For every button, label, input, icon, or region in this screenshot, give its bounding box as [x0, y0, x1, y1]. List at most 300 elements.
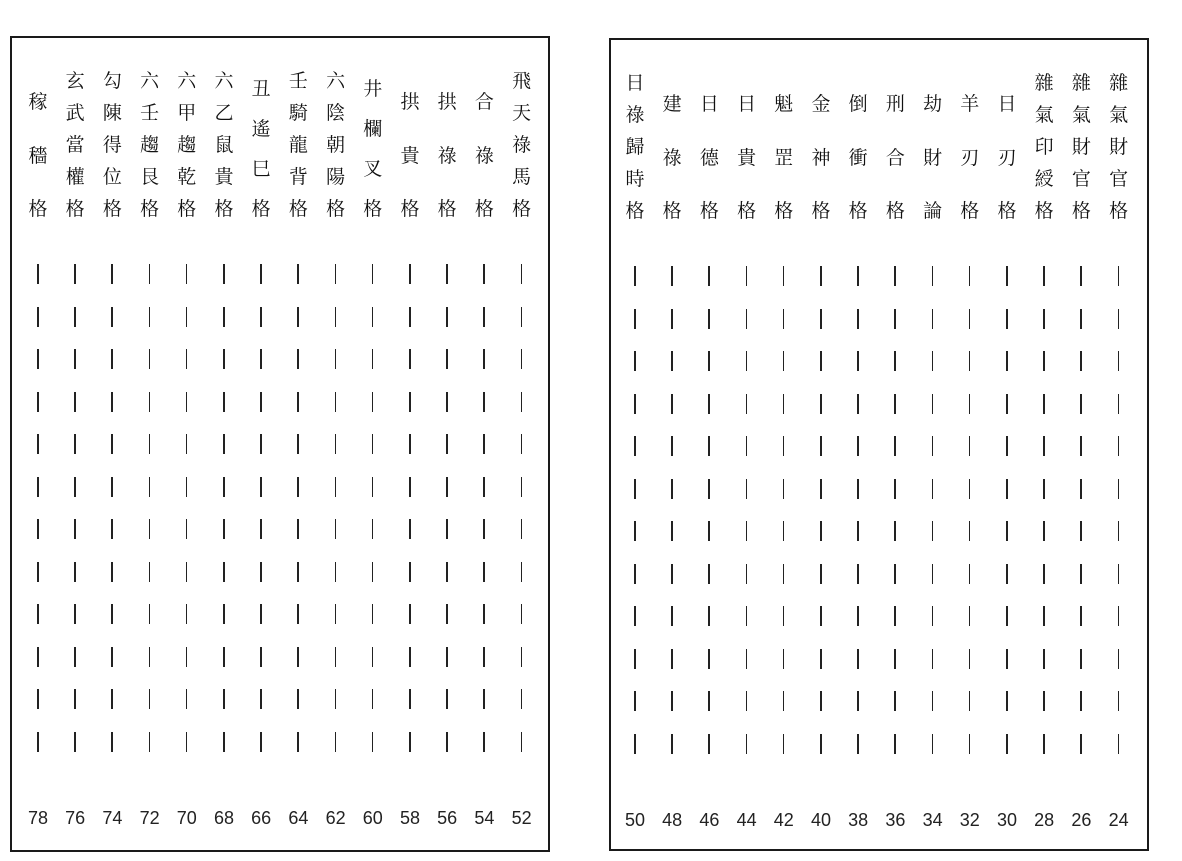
tick-mark	[1043, 436, 1045, 456]
page-number: 52	[511, 808, 532, 828]
tick-mark	[634, 691, 636, 711]
tick-mark	[335, 562, 337, 582]
tick-mark	[372, 647, 374, 667]
tick-mark	[297, 732, 299, 752]
tick-mark	[857, 436, 859, 456]
pattern-name-char: 飛	[512, 70, 532, 92]
tick-mark	[37, 732, 39, 752]
tick-mark	[260, 647, 262, 667]
tick-mark	[746, 309, 748, 329]
pattern-name-char: 雜	[1034, 72, 1054, 94]
page-number: 72	[139, 808, 160, 828]
tick-mark	[186, 477, 188, 497]
page-number: 50	[624, 810, 646, 830]
tick-mark	[483, 349, 485, 369]
tick-mark	[969, 394, 971, 414]
tick-mark	[783, 394, 785, 414]
tick-mark	[820, 564, 822, 584]
page-number: 30	[996, 810, 1018, 830]
pattern-name-char: 衝	[848, 146, 868, 169]
tick-mark	[1006, 564, 1008, 584]
pattern-name	[429, 60, 465, 220]
tick-mark	[1006, 734, 1008, 754]
tick-mark	[969, 436, 971, 456]
page-number: 64	[288, 808, 309, 828]
tick-mark	[746, 436, 748, 456]
tick-mark	[1118, 436, 1120, 456]
tick-mark	[783, 351, 785, 371]
tick-mark	[783, 734, 785, 754]
pattern-name	[952, 62, 988, 222]
page-number: 46	[699, 810, 720, 830]
tick-mark	[634, 479, 636, 499]
tick-mark	[820, 649, 822, 669]
pattern-name-char: 穡	[28, 144, 48, 167]
tick-mark	[857, 691, 859, 711]
tick-mark	[297, 689, 299, 709]
tick-mark	[297, 349, 299, 369]
pattern-name	[318, 60, 354, 220]
tick-mark	[446, 349, 448, 369]
tick-mark	[297, 562, 299, 582]
tick-mark	[634, 649, 636, 669]
tick-mark	[1006, 351, 1008, 371]
tick-mark	[260, 434, 262, 454]
pattern-suffix: 格	[997, 200, 1017, 222]
tick-mark	[708, 521, 710, 541]
tick-mark	[857, 309, 859, 329]
tick-mark	[74, 647, 76, 667]
tick-mark	[297, 392, 299, 412]
tick-mark	[820, 734, 822, 754]
tick-mark	[932, 266, 934, 286]
pattern-name-char: 祿	[437, 144, 457, 167]
pattern-suffix: 格	[102, 198, 122, 220]
tick-mark	[74, 477, 76, 497]
tick-mark	[1118, 734, 1120, 754]
pattern-suffix: 格	[288, 198, 308, 220]
tick-mark	[297, 264, 299, 284]
tick-mark	[409, 732, 411, 752]
pattern-name	[877, 62, 913, 222]
pattern-name-char: 龍	[288, 134, 308, 156]
tick-mark	[857, 394, 859, 414]
tick-mark	[483, 732, 485, 752]
tick-mark	[1006, 394, 1008, 414]
pattern-name-char: 祿	[662, 146, 682, 169]
tick-mark	[708, 479, 710, 499]
tick-mark	[1080, 436, 1082, 456]
pattern-name	[504, 60, 540, 220]
tick-mark	[820, 436, 822, 456]
pattern-name	[94, 60, 130, 220]
tick-mark	[746, 479, 748, 499]
tick-mark	[223, 689, 225, 709]
pattern-suffix: 格	[625, 200, 645, 222]
tick-mark	[671, 394, 673, 414]
tick-mark	[446, 604, 448, 624]
pattern-name-char: 朝	[326, 134, 346, 156]
tick-mark	[746, 606, 748, 626]
pattern-name	[1026, 62, 1062, 222]
pattern-name	[915, 62, 951, 222]
pattern-suffix: 格	[811, 200, 831, 222]
tick-mark	[894, 479, 896, 499]
tick-mark	[483, 434, 485, 454]
page-number: 62	[325, 808, 346, 828]
pattern-name-char: 雜	[1109, 72, 1129, 94]
tick-mark	[223, 264, 225, 284]
pattern-name-char: 當	[65, 134, 85, 156]
pattern-suffix: 格	[848, 200, 868, 222]
tick-mark	[708, 394, 710, 414]
pattern-name-char: 陰	[326, 102, 346, 124]
pattern-name-char: 羊	[960, 93, 980, 116]
tick-mark	[521, 562, 523, 582]
tick-mark	[372, 732, 374, 752]
tick-mark	[186, 392, 188, 412]
tick-mark	[746, 691, 748, 711]
tick-mark	[260, 477, 262, 497]
tick-mark	[1006, 606, 1008, 626]
tick-mark	[1118, 649, 1120, 669]
tick-mark	[74, 689, 76, 709]
tick-mark	[783, 649, 785, 669]
tick-mark	[521, 604, 523, 624]
tick-mark	[894, 436, 896, 456]
pattern-name-char: 趨	[140, 134, 160, 156]
page-number: 42	[773, 810, 794, 830]
tick-mark	[634, 521, 636, 541]
tick-mark	[111, 434, 113, 454]
pattern-name-char: 日	[699, 93, 719, 116]
tick-mark	[746, 351, 748, 371]
tick-mark	[671, 691, 673, 711]
pattern-suffix: 格	[960, 200, 980, 222]
page-number: 76	[65, 808, 86, 828]
tick-mark	[783, 691, 785, 711]
tick-mark	[746, 394, 748, 414]
tick-mark	[857, 734, 859, 754]
pattern-name-char: 壬	[288, 70, 308, 92]
tick-mark	[521, 307, 523, 327]
pattern-name-char: 得	[102, 134, 122, 156]
tick-mark	[37, 604, 39, 624]
pattern-name-char: 氣	[1034, 104, 1054, 126]
pattern-name-char: 天	[512, 102, 532, 124]
tick-mark	[149, 689, 151, 709]
pattern-name	[206, 60, 242, 220]
tick-mark	[634, 394, 636, 414]
tick-mark	[409, 264, 411, 284]
tick-mark	[186, 604, 188, 624]
tick-mark	[1118, 606, 1120, 626]
pattern-name-char: 騎	[288, 102, 308, 124]
tick-mark	[746, 649, 748, 669]
tick-mark	[483, 477, 485, 497]
tick-mark	[111, 689, 113, 709]
pattern-name-char: 背	[288, 166, 308, 188]
pattern-name-char: 氣	[1071, 104, 1091, 126]
pattern-name-char: 貴	[737, 146, 757, 169]
tick-mark	[111, 477, 113, 497]
tick-mark	[186, 689, 188, 709]
pattern-name-char: 六	[177, 70, 197, 92]
tick-mark	[111, 349, 113, 369]
tick-mark	[857, 606, 859, 626]
tick-mark	[1006, 691, 1008, 711]
tick-mark	[820, 521, 822, 541]
pattern-name-char: 財	[1071, 136, 1091, 158]
page-number: 60	[362, 808, 383, 828]
tick-mark	[1043, 649, 1045, 669]
tick-mark	[446, 307, 448, 327]
pattern-name-char: 刑	[885, 93, 905, 116]
tick-mark	[483, 604, 485, 624]
pattern-name-char: 勾	[102, 70, 122, 92]
tick-mark	[260, 307, 262, 327]
tick-mark	[634, 309, 636, 329]
pattern-name-char: 日	[737, 93, 757, 116]
tick-mark	[894, 691, 896, 711]
tick-mark	[671, 564, 673, 584]
tick-mark	[746, 564, 748, 584]
pattern-suffix: 格	[400, 198, 420, 220]
pattern-name-char: 欄	[363, 118, 383, 140]
tick-mark	[857, 479, 859, 499]
pattern-suffix: 格	[699, 200, 719, 222]
tick-mark	[1080, 649, 1082, 669]
pattern-name-char: 井	[363, 78, 383, 100]
tick-mark	[372, 562, 374, 582]
tick-mark	[969, 649, 971, 669]
pattern-name-char: 合	[474, 91, 494, 114]
tick-mark	[932, 309, 934, 329]
tick-mark	[74, 562, 76, 582]
pattern-name-char: 刃	[960, 146, 980, 169]
pattern-name-char: 建	[662, 93, 682, 116]
tick-mark	[634, 606, 636, 626]
pattern-name-char: 金	[811, 93, 831, 116]
pattern-name-char: 六	[326, 70, 346, 92]
tick-mark	[783, 266, 785, 286]
tick-mark	[260, 349, 262, 369]
pattern-name-char: 趨	[177, 134, 197, 156]
pattern-suffix: 格	[177, 198, 197, 220]
pattern-suffix: 格	[474, 198, 494, 220]
tick-mark	[37, 562, 39, 582]
pattern-name-char: 巳	[251, 158, 271, 180]
tick-mark	[1118, 266, 1120, 286]
pattern-name	[766, 62, 802, 222]
tick-mark	[1118, 521, 1120, 541]
page-number: 58	[399, 808, 421, 828]
tick-mark	[521, 689, 523, 709]
tick-mark	[708, 564, 710, 584]
tick-mark	[932, 691, 934, 711]
pattern-name-char: 馬	[512, 166, 532, 188]
pattern-name-char: 陳	[102, 102, 122, 124]
tick-mark	[74, 434, 76, 454]
tick-mark	[149, 349, 151, 369]
tick-mark	[260, 392, 262, 412]
tick-mark	[111, 264, 113, 284]
tick-mark	[1043, 351, 1045, 371]
tick-mark	[223, 307, 225, 327]
tick-mark	[746, 266, 748, 286]
tick-mark	[1006, 309, 1008, 329]
tick-mark	[223, 732, 225, 752]
pattern-name-char: 罡	[774, 146, 794, 169]
tick-mark	[894, 606, 896, 626]
tick-mark	[74, 604, 76, 624]
tick-mark	[857, 564, 859, 584]
pattern-name-char: 祿	[474, 144, 494, 167]
tick-mark	[483, 562, 485, 582]
pattern-suffix: 格	[326, 198, 346, 220]
pattern-suffix: 格	[65, 198, 85, 220]
tick-mark	[111, 307, 113, 327]
pattern-name	[617, 62, 653, 222]
tick-mark	[372, 264, 374, 284]
tick-mark	[1080, 521, 1082, 541]
pattern-name	[169, 60, 205, 220]
tick-mark	[1118, 309, 1120, 329]
pattern-suffix: 格	[363, 198, 383, 220]
tick-mark	[708, 649, 710, 669]
pattern-name	[243, 60, 279, 220]
tick-mark	[857, 521, 859, 541]
pattern-suffix: 格	[662, 200, 682, 222]
page-number: 54	[474, 808, 495, 828]
tick-mark	[1006, 521, 1008, 541]
tick-mark	[1006, 649, 1008, 669]
pattern-name	[392, 60, 428, 220]
pattern-name-char: 位	[102, 166, 122, 188]
tick-mark	[708, 309, 710, 329]
pattern-name-char: 刃	[997, 146, 1017, 169]
pattern-name-char: 陽	[326, 166, 346, 188]
pattern-name	[729, 62, 765, 222]
tick-mark	[297, 477, 299, 497]
tick-mark	[932, 394, 934, 414]
tick-mark	[297, 434, 299, 454]
page-number: 56	[437, 808, 458, 828]
tick-mark	[969, 266, 971, 286]
tick-mark	[1080, 691, 1082, 711]
tick-mark	[483, 264, 485, 284]
tick-mark	[223, 604, 225, 624]
pattern-name	[654, 62, 690, 222]
tick-mark	[1118, 564, 1120, 584]
tick-mark	[969, 734, 971, 754]
tick-mark	[1043, 521, 1045, 541]
tick-mark	[1043, 734, 1045, 754]
page-number: 36	[885, 810, 906, 830]
tick-mark	[746, 734, 748, 754]
tick-mark	[409, 392, 411, 412]
tick-mark	[37, 519, 39, 539]
pattern-name-char: 叉	[363, 158, 383, 180]
tick-mark	[969, 351, 971, 371]
pattern-name-char: 魁	[774, 93, 794, 116]
pattern-suffix: 格	[214, 198, 234, 220]
tick-mark	[1118, 351, 1120, 371]
pattern-name	[1101, 62, 1137, 222]
tick-mark	[409, 519, 411, 539]
pattern-name	[466, 60, 502, 220]
tick-mark	[1080, 564, 1082, 584]
tick-mark	[223, 519, 225, 539]
tick-mark	[37, 349, 39, 369]
pattern-name-char: 拱	[437, 91, 457, 114]
tick-mark	[1043, 564, 1045, 584]
tick-mark	[671, 606, 673, 626]
tick-mark	[372, 519, 374, 539]
pattern-name-char: 鼠	[214, 134, 234, 156]
tick-mark	[186, 562, 188, 582]
tick-mark	[335, 264, 337, 284]
pattern-name-char: 日	[625, 72, 645, 94]
tick-mark	[446, 689, 448, 709]
tick-mark	[1118, 394, 1120, 414]
tick-mark	[335, 604, 337, 624]
tick-mark	[335, 732, 337, 752]
tick-mark	[111, 604, 113, 624]
pattern-name-char: 時	[625, 168, 645, 190]
page-number: 74	[102, 808, 123, 828]
tick-mark	[335, 647, 337, 667]
tick-mark	[932, 606, 934, 626]
tick-mark	[1043, 691, 1045, 711]
pattern-name-char: 歸	[625, 136, 645, 158]
tick-mark	[186, 349, 188, 369]
tick-mark	[186, 519, 188, 539]
pattern-name-char: 甲	[177, 102, 197, 124]
pattern-name-char: 財	[1109, 136, 1129, 158]
tick-mark	[372, 392, 374, 412]
tick-mark	[820, 351, 822, 371]
tick-mark	[37, 477, 39, 497]
tick-mark	[932, 564, 934, 584]
tick-mark	[932, 479, 934, 499]
tick-mark	[521, 519, 523, 539]
tick-mark	[708, 691, 710, 711]
tick-mark	[335, 434, 337, 454]
tick-mark	[1043, 309, 1045, 329]
tick-mark	[783, 564, 785, 584]
tick-mark	[186, 732, 188, 752]
tick-mark	[1043, 394, 1045, 414]
tick-mark	[223, 477, 225, 497]
tick-mark	[671, 479, 673, 499]
tick-mark	[446, 647, 448, 667]
tick-mark	[335, 392, 337, 412]
pattern-name-char: 遙	[251, 118, 271, 140]
tick-mark	[483, 689, 485, 709]
tick-mark	[671, 521, 673, 541]
tick-mark	[820, 691, 822, 711]
page-number: 44	[736, 810, 757, 830]
pattern-name-char: 財	[923, 146, 943, 169]
tick-mark	[894, 394, 896, 414]
tick-mark	[260, 689, 262, 709]
pattern-name-char: 拱	[400, 91, 420, 114]
tick-mark	[409, 604, 411, 624]
tick-mark	[37, 647, 39, 667]
pattern-name-char: 日	[997, 93, 1017, 116]
pattern-suffix: 格	[251, 198, 271, 220]
